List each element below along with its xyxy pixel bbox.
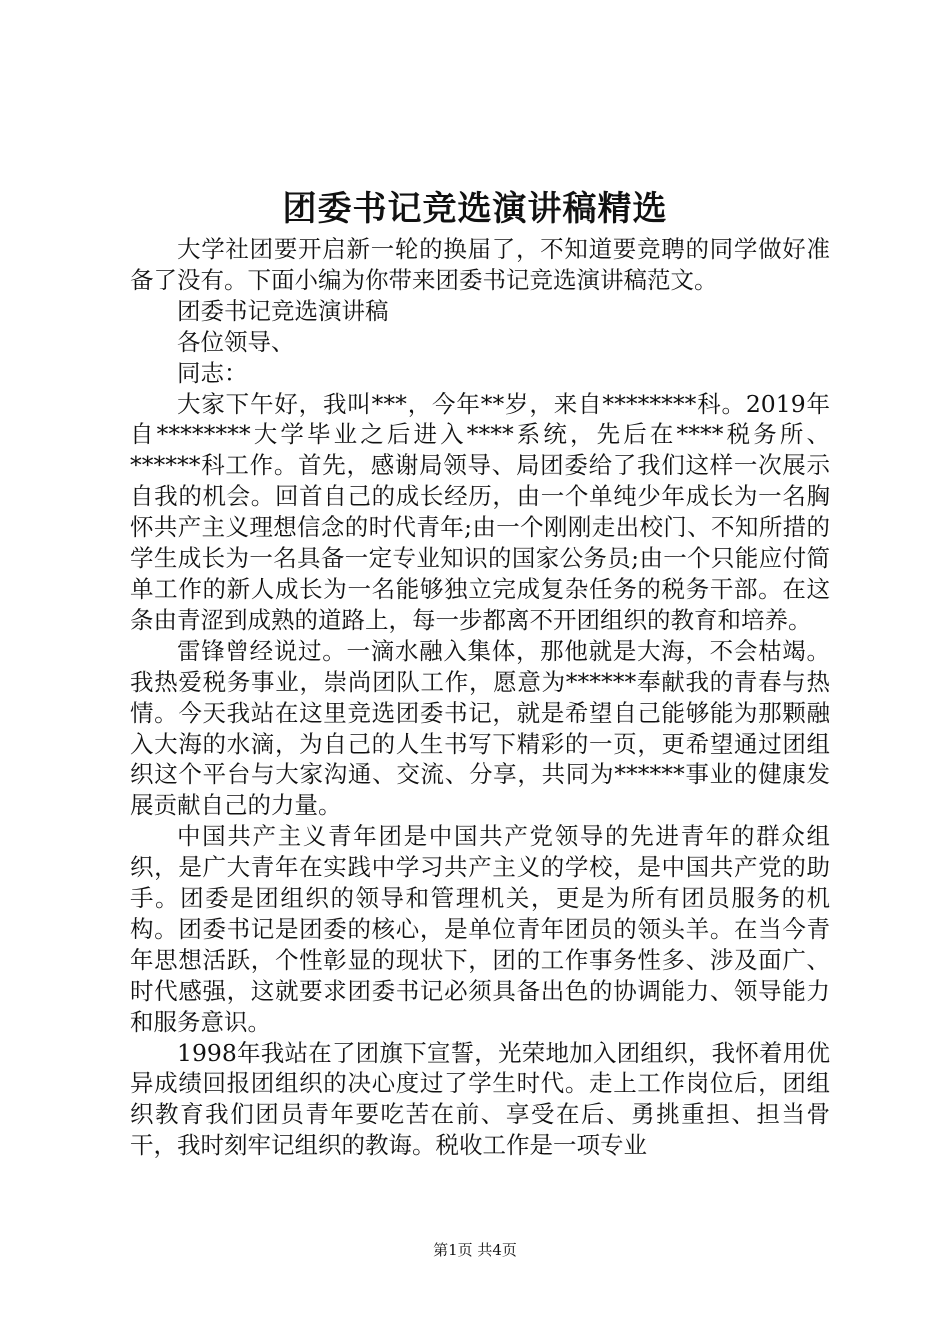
paragraph-salutation-1: 各位领导、	[177, 327, 295, 356]
document-title: 团委书记竞选演讲稿精选	[282, 189, 668, 229]
paragraph-league-role: 中国共产主义青年团是中国共产党领导的先进青年的群众组织，是广大青年在实践中学习共产主义的学校，是中国共产党的助手。团委是团组织的领导和管理机关，更是为所有团员服务的机构。团委书记是团委的核心，是单位青年团员的领头羊。在当今青年思想活跃，个性彰显的现状下，团的工作事务性多、涉及面广、时代感强，这就要求团委书记必须具备出色的协调能力、领导能力和服务意识。	[130, 822, 830, 1036]
paragraph-lei-feng: 雷锋曾经说过。一滴水融入集体，那他就是大海，不会枯竭。我热爱税务事业，崇尚团队工作，愿意为******奉献我的青春与热情。今天我站在这里竞选团委书记，就是希望自己能够能为那颗融入大海的水滴，为自己的人生书写下精彩的一页，更希望通过团组织这个平台与大家沟通、交流、分享，共同为******事业的健康发展贡献自己的力量。	[130, 636, 830, 820]
paragraph-intro: 大学社团要开启新一轮的换届了，不知道要竞聘的同学做好准备了没有。下面小编为你带来团委书记竞选演讲稿范文。	[130, 235, 830, 294]
page-number-footer: 第1页 共4页	[433, 1241, 517, 1259]
paragraph-self-intro: 大家下午好，我叫***，今年**岁，来自********科。2019年自********大学毕业之后进入****系统，先后在****税务所、******科工作。首先，感谢局领导、局团委给了我们这样一次展示自我的机会。回首自己的成长经历，由一个单纯少年成长为一名胸怀共产主义理想信念的时代青年;由一个刚刚走出校门、不知所措的学生成长为一名具备一定专业知识的国家公务员;由一个只能应付简单工作的新人成长为一名能够独立完成复杂任务的税务干部。在这条由青涩到成熟的道路上，每一步都离不开团组织的教育和培养。	[130, 389, 830, 634]
paragraph-subtitle: 团委书记竞选演讲稿	[177, 296, 389, 325]
document-body	[130, 234, 830, 1161]
paragraph-1998: 1998年我站在了团旗下宣誓，光荣地加入团组织，我怀着用优异成绩回报团组织的决心度过了学生时代。走上工作岗位后，团组织教育我们团员青年要吃苦在前、享受在后、勇挑重担、担当骨干，我时刻牢记组织的教诲。税收工作是一项专业	[130, 1038, 830, 1160]
paragraph-salutation-2: 同志：	[177, 358, 248, 387]
